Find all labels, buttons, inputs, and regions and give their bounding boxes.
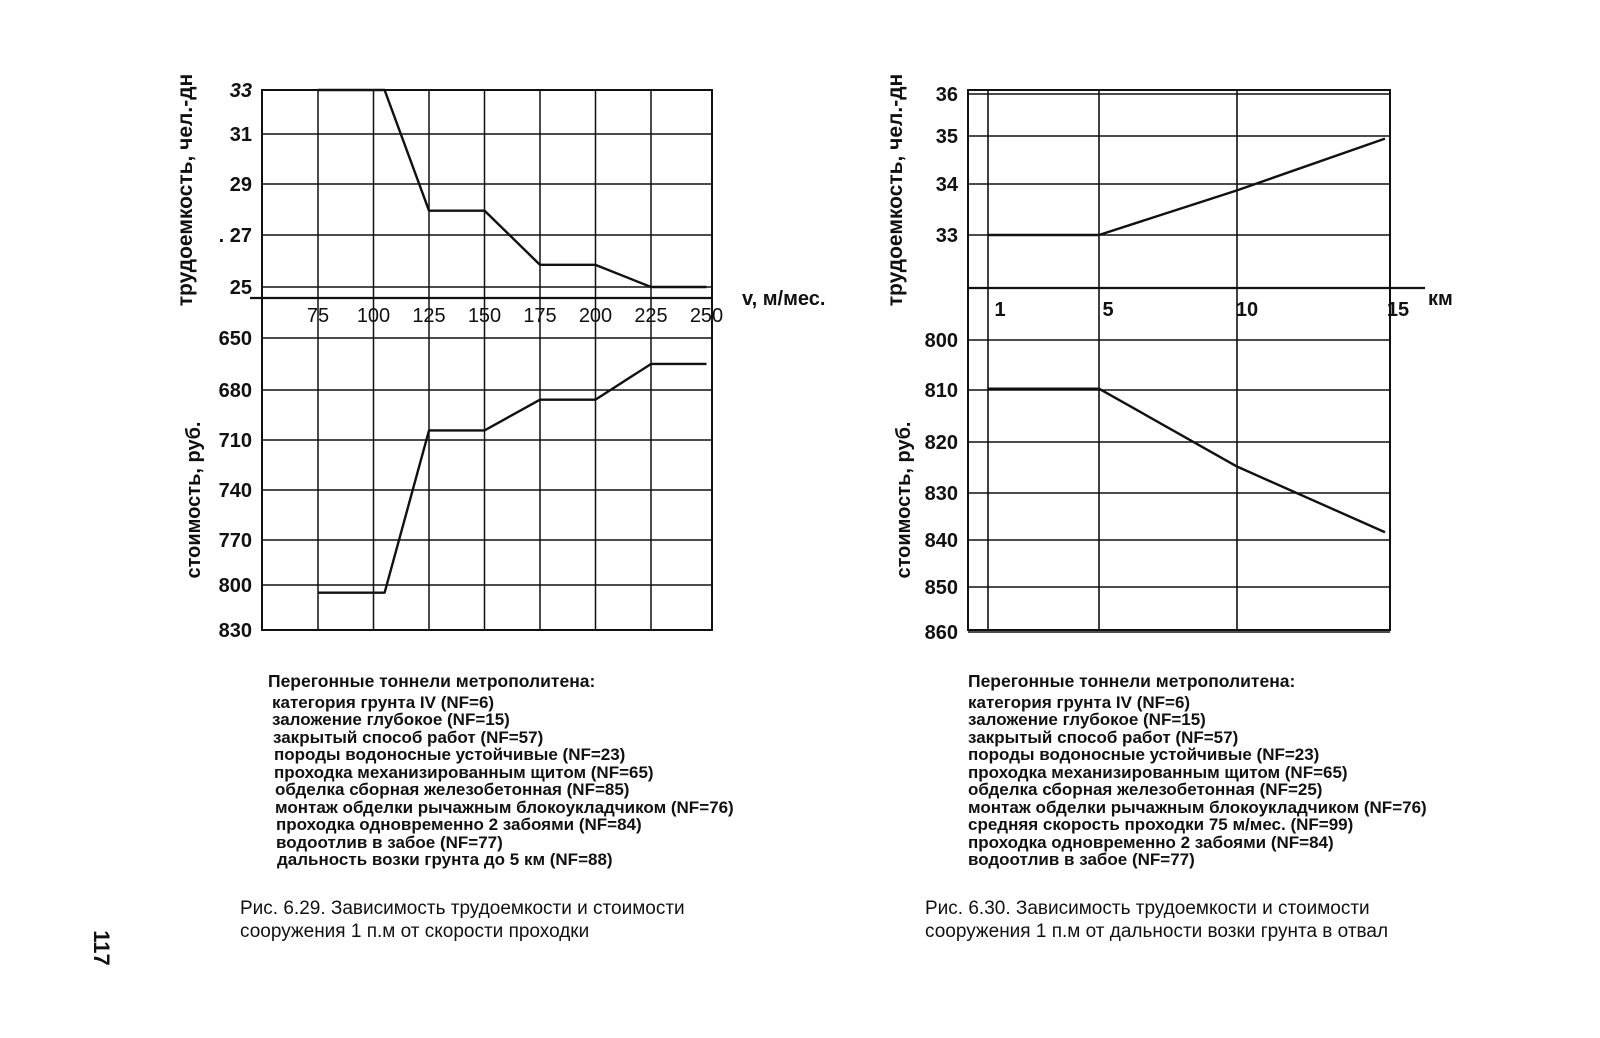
chart1-x-tick-label: 250 — [689, 305, 724, 327]
chart2-x-tick-label: 5 — [1102, 299, 1114, 321]
chart2-top-ylabel: трудоемкость, чел.-дн — [884, 73, 907, 307]
chart1-top-y-tick-label: . 27 — [218, 225, 252, 247]
chart2-caption-line: сооружения 1 п.м от дальности возки грунта в отвал — [925, 921, 1389, 942]
chart2-bottom-y-tick-label: 830 — [924, 483, 958, 505]
chart1-caption-line: сооружения 1 п.м от скорости проходки — [240, 921, 590, 942]
chart1-note-item: заложение глубокое (NF=15) — [272, 710, 510, 729]
chart2-note-item: породы водоносные устойчивые (NF=23) — [968, 745, 1320, 764]
chart-fig-6-29 — [174, 74, 825, 642]
chart2-series — [988, 139, 1385, 533]
chart1-bottom-y-tick-label: 770 — [218, 530, 252, 552]
chart2-x-tick-label: 1 — [994, 299, 1006, 321]
chart1-note-item: породы водоносные устойчивые (NF=23) — [274, 745, 626, 764]
chart1-caption-line: Рис. 6.29. Зависимость трудоемкости и стоимости — [240, 898, 685, 919]
chart2-bottom-y-tick-label: 840 — [924, 530, 958, 552]
chart1-x-axis-label: v, м/мес. — [742, 288, 826, 310]
chart1-top-y-tick-label: 33 — [229, 80, 252, 102]
chart1-caption — [240, 897, 685, 943]
chart1-frame — [262, 90, 712, 630]
chart1-top-y-tick-label: 29 — [229, 174, 252, 196]
chart1-note-item: закрытый способ работ (NF=57) — [273, 727, 544, 747]
chart2-notes — [968, 673, 1427, 869]
chart1-note-item: проходка одновременно 2 забоями (NF=84) — [276, 815, 642, 834]
chart1-bottom-y-tick-label: 740 — [218, 480, 252, 502]
chart1-x-tick-label: 150 — [467, 305, 502, 327]
chart2-x-tick-label: 15 — [1386, 299, 1410, 321]
chart2-top-y-tick-label: 33 — [935, 225, 958, 247]
chart1-bottom-y-tick-label: 680 — [218, 380, 252, 402]
chart2-top-y-tick-label: 36 — [935, 84, 958, 106]
chart1-bottom-y-tick-label: 710 — [218, 430, 252, 452]
chart2-note-item: проходка одновременно 2 забоями (NF=84) — [968, 832, 1334, 852]
chart1-top-series-line — [318, 90, 707, 287]
chart2-top-series-line — [988, 139, 1385, 235]
chart2-frame — [968, 90, 1390, 630]
chart1-grid — [250, 90, 712, 630]
chart2-bottom-y-tick-label: 850 — [924, 577, 958, 599]
chart1-notes — [268, 673, 734, 869]
chart2-bottom-series-line — [988, 389, 1385, 533]
chart2-caption-line: Рис. 6.30. Зависимость трудоемкости и стоимости — [925, 898, 1370, 919]
chart2-bottom-ylabel: стоимость, руб. — [893, 421, 915, 579]
chart2-caption — [925, 897, 1388, 943]
chart1-x-tick-label: 175 — [523, 305, 557, 327]
chart2-note-item: обделка сборная железобетонная (NF=25) — [968, 780, 1323, 799]
chart2-notes-title: Перегонные тоннели метрополитена: — [968, 671, 1296, 691]
chart2-bottom-y-tick-label: 860 — [924, 622, 958, 644]
chart1-note-item: монтаж обделки рычажным блокоукладчиком (NF=76) — [275, 797, 734, 817]
chart2-note-item: закрытый способ работ (NF=57) — [968, 727, 1239, 747]
chart1-x-tick-label: 200 — [578, 305, 613, 327]
chart2-bottom-y-tick-label: 820 — [924, 432, 958, 454]
chart2-bottom-y-tick-label: 800 — [924, 330, 958, 352]
chart1-bottom-ylabel: стоимость, руб. — [183, 421, 205, 579]
chart2-note-item: проходка механизированным щитом (NF=65) — [968, 762, 1348, 782]
chart1-bottom-y-tick-label: 800 — [218, 575, 252, 597]
chart2-note-item: водоотлив в забое (NF=77) — [968, 850, 1195, 869]
chart-fig-6-30 — [884, 74, 1453, 644]
chart1-note-item: обделка сборная железобетонная (NF=85) — [275, 780, 630, 799]
chart2-x-axis-label: км — [1428, 288, 1453, 310]
chart1-bottom-y-tick-label: 830 — [218, 620, 252, 642]
chart1-note-item: категория грунта IV (NF=6) — [272, 692, 495, 712]
chart1-series — [318, 90, 707, 593]
page-number: 117 — [88, 930, 114, 966]
chart2-top-y-tick-label: 34 — [935, 174, 958, 196]
chart2-note-item: заложение глубокое (NF=15) — [968, 710, 1206, 729]
chart2-tick-labels — [925, 84, 1410, 644]
chart1-x-tick-label: 75 — [306, 305, 330, 327]
chart1-bottom-y-tick-label: 650 — [218, 328, 252, 350]
chart1-top-ylabel: трудоемкость, чел.-дн — [174, 73, 197, 307]
chart2-bottom-y-tick-label: 810 — [924, 380, 958, 402]
chart1-x-tick-label: 125 — [412, 305, 446, 327]
chart1-top-y-tick-label: 31 — [229, 124, 252, 146]
chart1-note-item: водоотлив в забое (NF=77) — [276, 832, 503, 852]
chart1-notes-title: Перегонные тоннели метрополитена: — [268, 671, 596, 691]
chart1-tick-labels — [219, 80, 724, 642]
chart1-note-item: дальность возки грунта до 5 км (NF=88) — [277, 850, 613, 869]
chart1-x-tick-label: 225 — [634, 305, 668, 327]
chart2-note-item: средняя скорость проходки 75 м/мес. (NF=99) — [968, 815, 1354, 834]
chart1-bottom-series-line — [318, 364, 707, 593]
chart2-note-item: монтаж обделки рычажным блокоукладчиком (NF=76) — [968, 797, 1427, 817]
chart1-x-tick-label: 100 — [356, 305, 391, 327]
chart2-top-y-tick-label: 35 — [935, 126, 958, 148]
chart2-grid — [968, 90, 1425, 632]
chart2-note-item: категория грунта IV (NF=6) — [968, 692, 1191, 712]
chart1-top-y-tick-label: 25 — [229, 277, 252, 299]
chart2-x-tick-label: 10 — [1235, 299, 1259, 321]
chart1-note-item: проходка механизированным щитом (NF=65) — [274, 762, 654, 782]
